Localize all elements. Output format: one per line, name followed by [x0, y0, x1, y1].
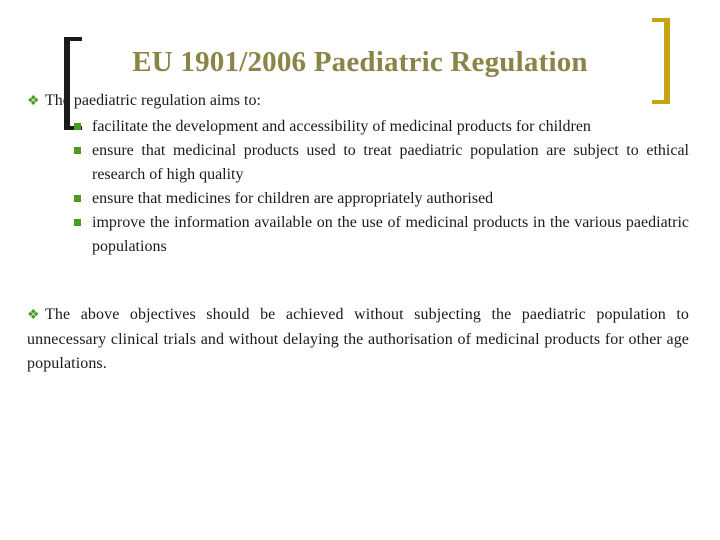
square-bullet-icon — [74, 195, 81, 202]
slide-title: EU 1901/2006 Paediatric Regulation — [132, 46, 588, 78]
square-bullet-icon — [74, 219, 81, 226]
aims-list — [74, 115, 689, 259]
list-item: improve the information available on the use of medicinal products in the various paediatric populations — [74, 211, 689, 259]
conclusion-bullet — [27, 303, 689, 376]
diamond-bullet-icon: ❖ — [27, 94, 40, 109]
square-bullet-icon — [74, 147, 81, 154]
intro-bullet — [27, 89, 261, 114]
square-bullet-icon — [74, 123, 81, 130]
intro-text: The paediatric regulation aims to: — [45, 92, 261, 109]
conclusion-text: The above objectives should be achieved without subjecting the paediatric population to unnecessary clinical trials and without delaying the authorisation of medicinal products for other age populations. — [27, 306, 689, 372]
diamond-bullet-icon: ❖ — [27, 308, 40, 323]
list-item: ensure that medicines for children are appropriately authorised — [74, 187, 689, 211]
list-item: ensure that medicinal products used to treat paediatric population are subject to ethical research of high quality — [74, 139, 689, 187]
list-item: facilitate the development and accessibility of medicinal products for children — [74, 115, 689, 139]
